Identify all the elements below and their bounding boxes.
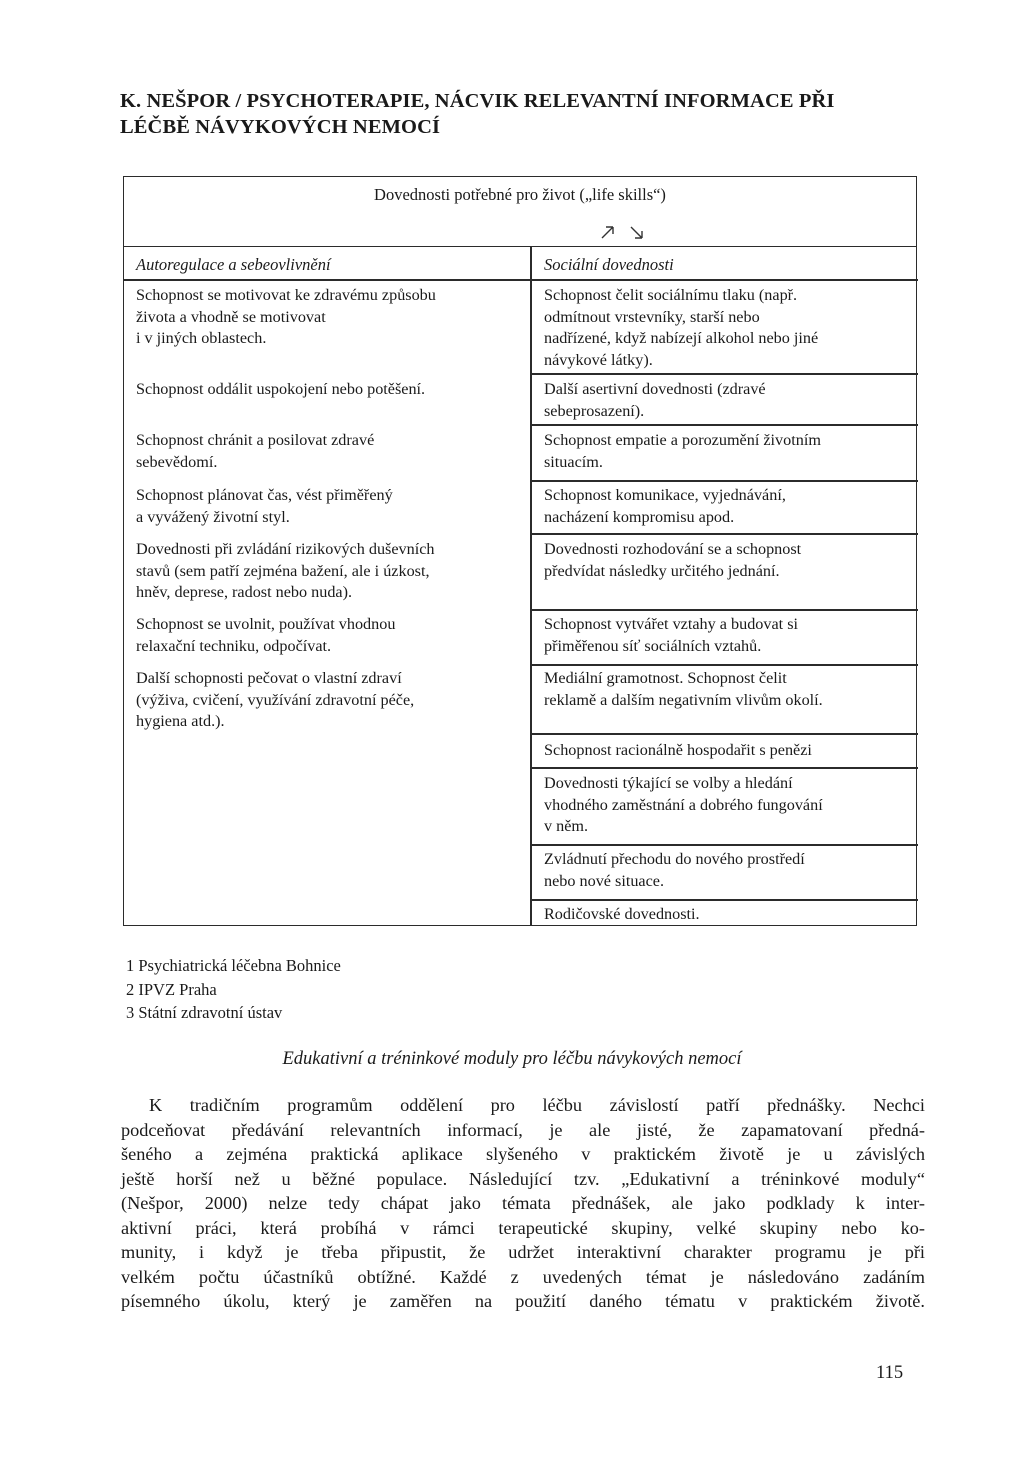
right-cell-empathy: Schopnost empatie a porozumění životním situacím. <box>544 431 821 471</box>
right-cell-decision-making: Dovednosti rozhodování se a schopnost předvídat následky určitého jednání. <box>544 540 802 580</box>
row-rule <box>530 373 918 375</box>
right-cell-transition: Zvládnutí přechodu do nového prostředí nebo nové situace. <box>544 850 805 890</box>
page-number: 115 <box>876 1363 904 1383</box>
paragraph-line: munity, i když je třeba připustit, že udržet interaktivní charakter programu je při <box>121 1242 925 1262</box>
table-header-row <box>124 177 916 247</box>
right-cell-money: Schopnost racionálně hospodařit s penězi <box>544 741 812 759</box>
footnote: 1 Psychiatrická léčebna Bohnice <box>126 956 341 975</box>
right-cell-parenting: Rodičovské dovednosti. <box>544 905 700 923</box>
split-arrows-icon <box>596 219 648 241</box>
left-cell-time-planning: Schopnost plánovat čas, vést přiměřený a vyvážený životní styl. <box>136 486 393 526</box>
left-cell-motivation: Schopnost se motivovat ke zdravému způsobu života a vhodně se motivovat i v jiných oblastech. <box>136 286 436 347</box>
header-line-2: LÉČBĚ NÁVYKOVÝCH NEMOCÍ <box>120 116 441 138</box>
row-rule <box>530 899 918 901</box>
right-column-heading: Sociální dovednosti <box>544 255 674 274</box>
right-cell-media-literacy: Mediální gramotnost. Schopnost čelit reklamě a dalším negativním vlivům okolí. <box>544 669 823 709</box>
row-rule <box>530 664 918 666</box>
header-line-1: K. NEŠPOR / PSYCHOTERAPIE, NÁCVIK RELEVANTNÍ INFORMACE PŘI <box>120 90 835 112</box>
row-rule <box>530 767 918 769</box>
right-cell-employment: Dovednosti týkající se volby a hledání vhodného zaměstnání a dobrého fungování v něm. <box>544 774 823 835</box>
left-cell-health-care: Další schopnosti pečovat o vlastní zdraví (výživa, cvičení, využívání zdravotní péče, hygiena atd.). <box>136 669 415 730</box>
body-paragraph <box>121 1093 925 1314</box>
life-skills-table <box>123 176 917 926</box>
row-rule <box>530 844 918 846</box>
paragraph-line: písemného úkolu, který je zaměřen na použití daného tématu v praktickém životě. <box>121 1291 925 1311</box>
footnote: 2 IPVZ Praha <box>126 979 217 999</box>
paragraph-line: šeného a zejména praktická aplikace slyšeného v praktickém životě je u závislých <box>121 1144 925 1164</box>
row-rule <box>530 480 918 482</box>
running-header <box>120 88 920 140</box>
table-title: Dovednosti potřebné pro život („life skills“) <box>374 185 666 204</box>
right-cell-assertiveness: Další asertivní dovednosti (zdravé sebeprosazení). <box>544 380 766 420</box>
left-cell-risk-states: Dovednosti při zvládání rizikových duševních stavů (sem patří zejména bažení, ale i úzkost, hněv, deprese, radost nebo nuda). <box>136 540 435 601</box>
left-cell-delay-gratification: Schopnost oddálit uspokojení nebo potěšení. <box>136 380 426 398</box>
left-cell-relaxation: Schopnost se uvolnit, používat vhodnou relaxační techniku, odpočívat. <box>136 615 396 655</box>
row-rule <box>530 733 918 735</box>
paragraph-line: K tradičním programům oddělení pro léčbu závislostí patří přednášky. Nechci <box>149 1095 925 1115</box>
left-column-heading: Autoregulace a sebeovlivnění <box>136 255 331 274</box>
row-rule <box>530 609 918 611</box>
right-cell-relationships: Schopnost vytvářet vztahy a budovat si přiměřenou síť sociálních vztahů. <box>544 615 799 655</box>
paragraph-line: velkém počtu účastníků obtížné. Každé z uvedených témat je následováno zadáním <box>121 1266 925 1287</box>
footnote: 3 Státní zdravotní ústav <box>126 1003 283 1022</box>
row-rule <box>530 424 918 426</box>
right-cell-social-pressure: Schopnost čelit sociálnímu tlaku (např. odmítnout vrstevníky, starší nebo nadřízené, když nabízejí alkohol nebo jiné návykové látky). <box>544 286 819 369</box>
paragraph-line: (Nešpor, 2000) nelze tedy chápat jako témata přednášek, ale jako podklady k inter- <box>121 1193 925 1213</box>
paragraph-line: podceňovat předávání relevantních informací, je ale jisté, že zapamatovaní předná- <box>121 1119 925 1140</box>
section-heading: Edukativní a tréninkové moduly pro léčbu návykových nemocí <box>282 1049 742 1069</box>
column-divider <box>530 247 532 926</box>
row-rule <box>530 533 918 535</box>
left-cell-self-esteem: Schopnost chránit a posilovat zdravé sebevědomí. <box>136 431 375 471</box>
right-cell-communication: Schopnost komunikace, vyjednávání, nacházení kompromisu apod. <box>544 486 786 526</box>
paragraph-line: ještě horší než u běžné populace. Následující tzv. „Edukativní a tréninkové moduly“ <box>121 1168 925 1189</box>
row-rule <box>124 279 918 281</box>
paragraph-line: aktivní práci, která probíhá v rámci terapeutické skupiny, velké skupiny nebo ko- <box>121 1217 925 1238</box>
footnotes <box>126 954 341 1025</box>
